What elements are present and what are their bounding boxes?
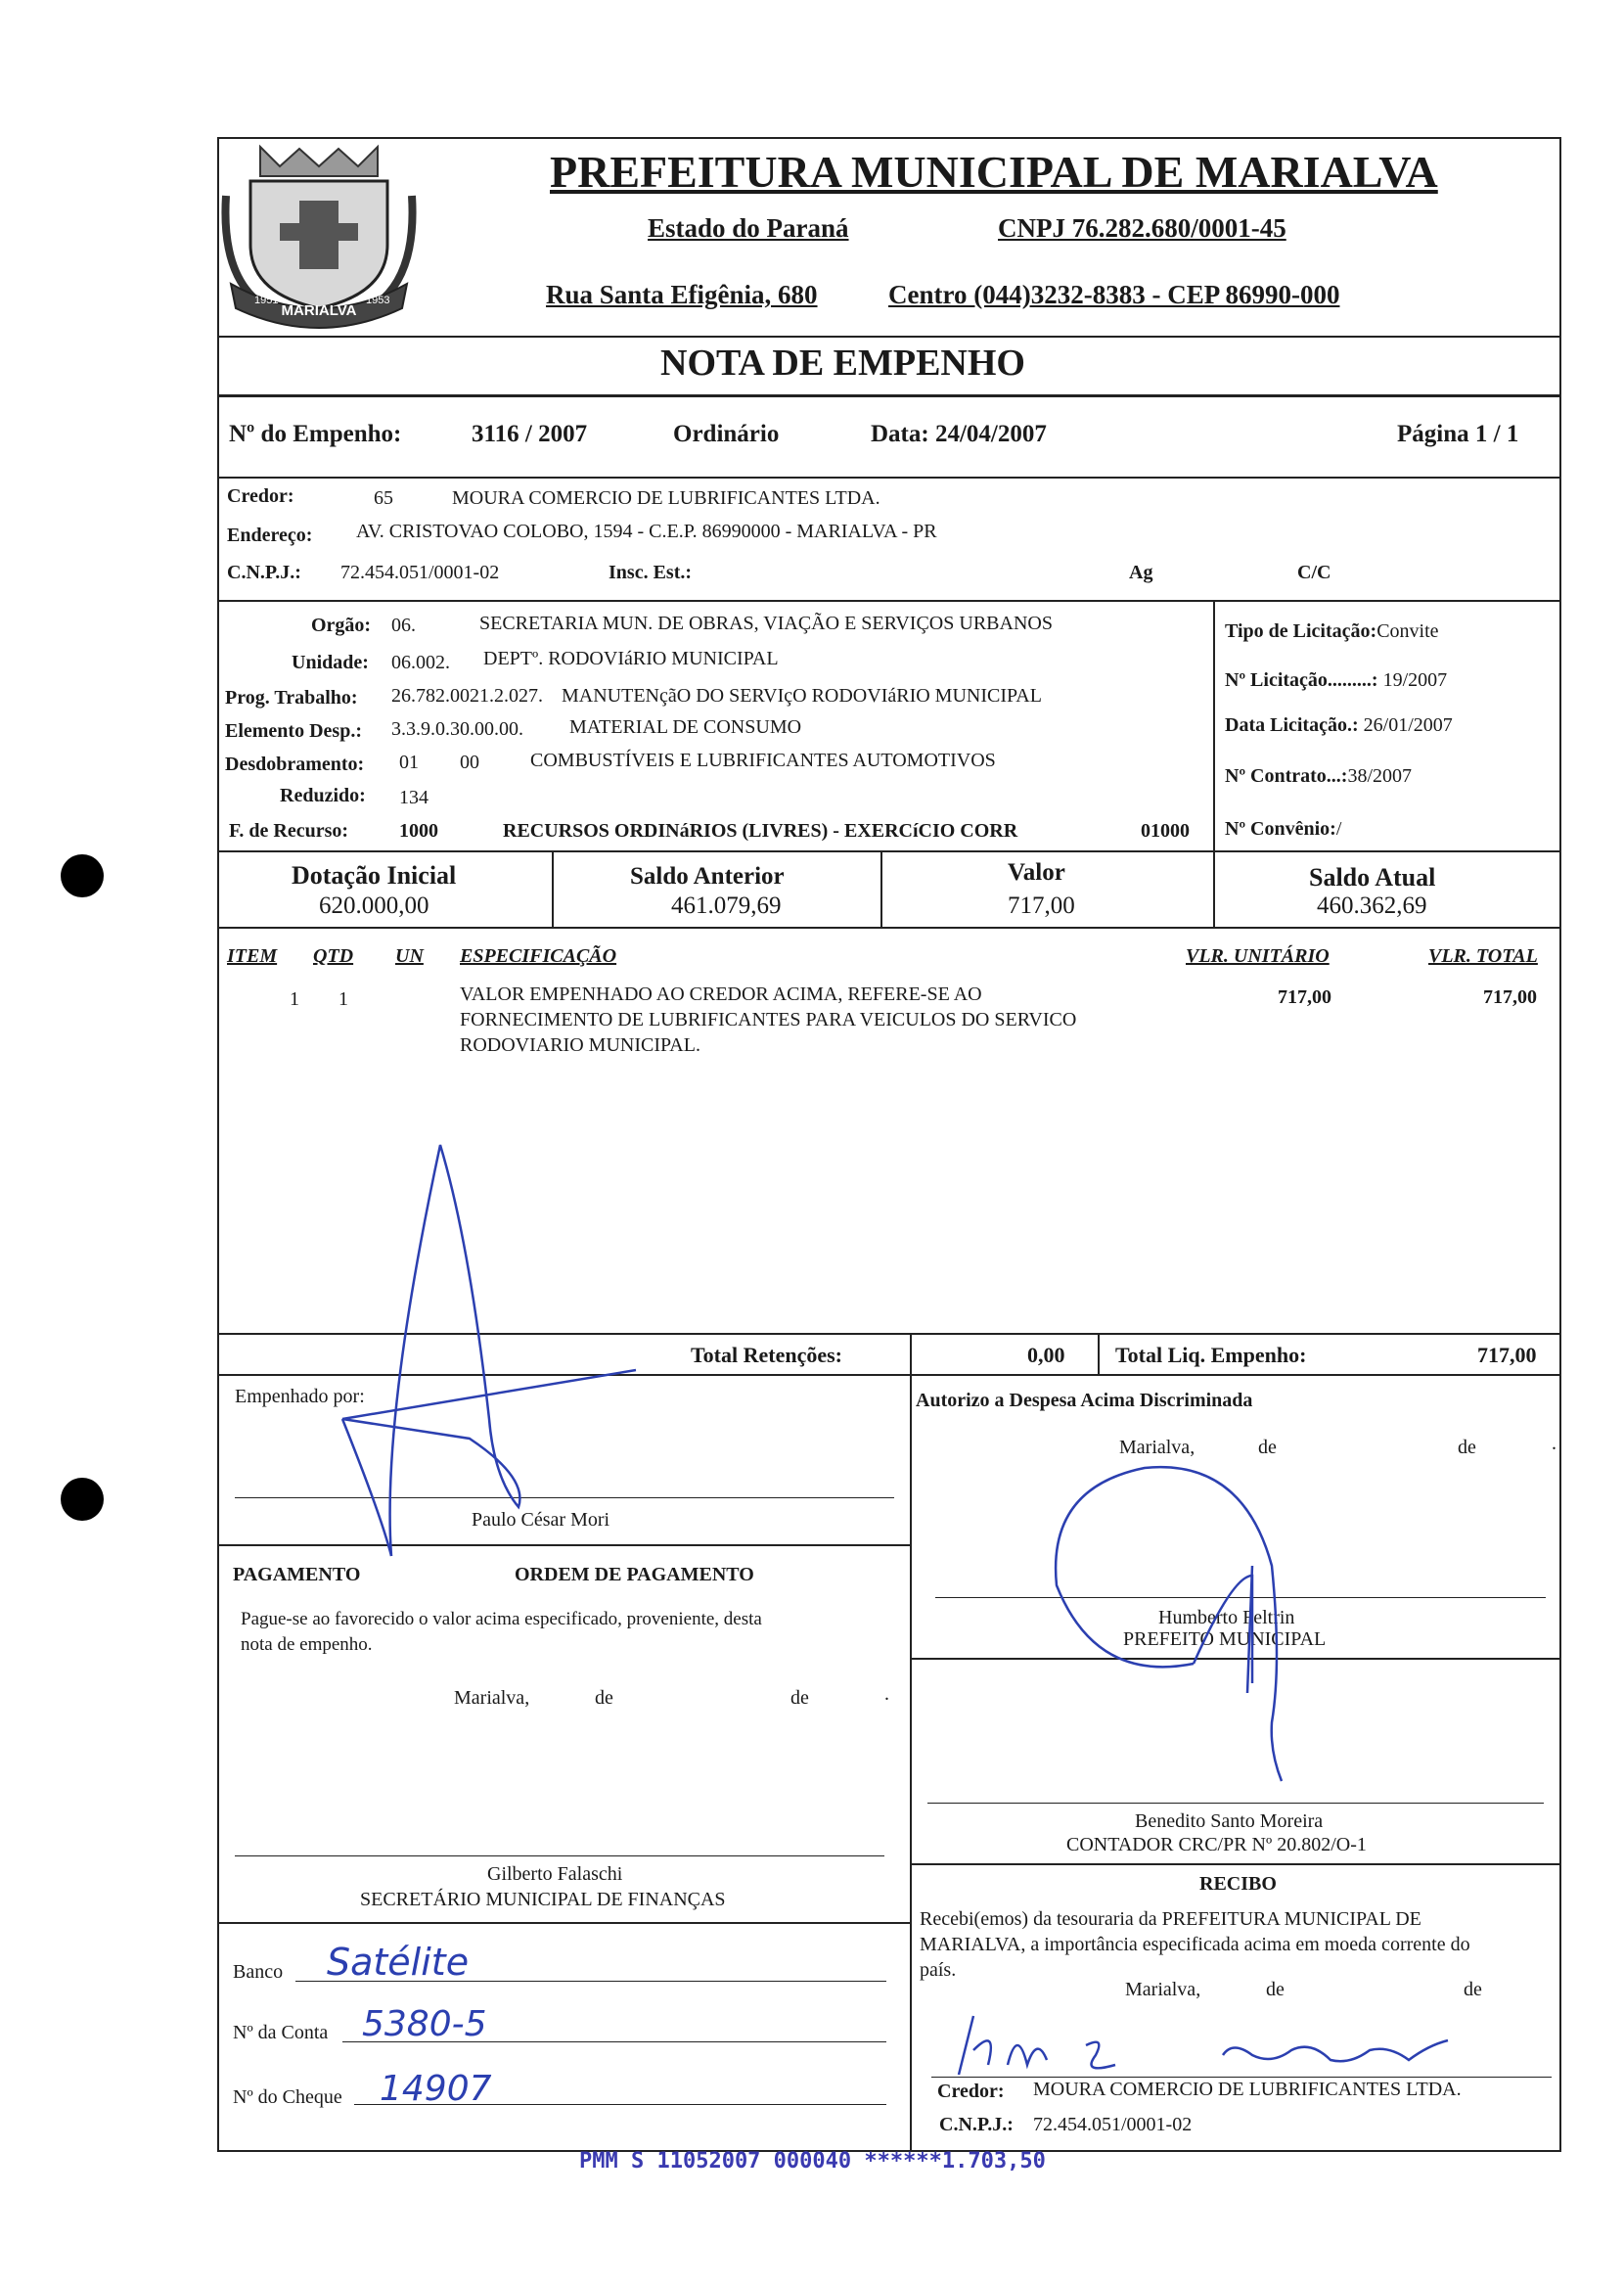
numero-licitacao-label: Nº Licitação.........: 19/2007 bbox=[1225, 669, 1448, 691]
header-title: PREFEITURA MUNICIPAL DE MARIALVA bbox=[550, 147, 1438, 197]
recurso-extra: 01000 bbox=[1141, 820, 1190, 842]
recibo-cnpj-label: C.N.P.J.: bbox=[939, 2114, 1014, 2135]
dotacao-label: Dotação Inicial bbox=[292, 861, 457, 890]
recibo-title: RECIBO bbox=[1199, 1873, 1277, 1895]
signature-credor bbox=[939, 2006, 1487, 2084]
right-de1: de bbox=[1258, 1437, 1277, 1458]
item-total-value: 717,00 bbox=[1483, 986, 1537, 1008]
conta-label: Nº da Conta bbox=[233, 2022, 329, 2043]
convenio-value: / bbox=[1335, 818, 1342, 840]
left-dot: . bbox=[884, 1683, 889, 1705]
col-item: ITEM bbox=[227, 945, 278, 967]
cc-label: C/C bbox=[1297, 562, 1331, 583]
header-address: Rua Santa Efigênia, 680 bbox=[546, 280, 818, 309]
credor-address: AV. CRISTOVAO COLOBO, 1594 - C.E.P. 86990000 - MARIALVA - PR bbox=[356, 521, 937, 542]
prog-name: MANUTENçãO DO SERVIçO RODOVIáRIO MUNICIPAL bbox=[562, 685, 1042, 707]
left-de1: de bbox=[595, 1687, 613, 1709]
recibo-line3: país. bbox=[920, 1959, 957, 1981]
prefeito-name: Humberto Feltrin bbox=[1158, 1607, 1295, 1628]
tipo-licitacao-label: Tipo de Licitação:Convite bbox=[1225, 620, 1439, 642]
empenho-date: Data: 24/04/2007 bbox=[871, 421, 1047, 447]
desdob-label: Desdobramento: bbox=[225, 754, 365, 775]
signature-prefeito bbox=[1037, 1429, 1331, 1801]
conta-value: 5380-5 bbox=[362, 2004, 487, 2044]
empenho-page: Página 1 / 1 bbox=[1397, 421, 1519, 447]
saldo-anterior-label: Saldo Anterior bbox=[630, 863, 785, 890]
banco-value: Satélite bbox=[327, 1941, 470, 1984]
autorizo-label: Autorizo a Despesa Acima Discriminada bbox=[916, 1390, 1253, 1411]
footer-stamp: PMM S 11052007 000040 ******1.703,50 bbox=[579, 2149, 1046, 2174]
item-desc-line3: RODOVIARIO MUNICIPAL. bbox=[460, 1034, 700, 1056]
secretario-title: SECRETÁRIO MUNICIPAL DE FINANÇAS bbox=[360, 1889, 726, 1910]
desdob-code1: 01 bbox=[399, 752, 419, 773]
orgao-name: SECRETARIA MUN. DE OBRAS, VIAÇÃO E SERVIÇOS URBANOS bbox=[479, 613, 1053, 634]
col-un: UN bbox=[395, 945, 424, 967]
empenho-type: Ordinário bbox=[673, 421, 780, 447]
recurso-label: F. de Recurso: bbox=[229, 820, 349, 842]
pague-line2: nota de empenho. bbox=[241, 1634, 373, 1655]
ag-label: Ag bbox=[1129, 562, 1153, 583]
item-desc-line2: FORNECIMENTO DE LUBRIFICANTES PARA VEICULOS DO SERVICO bbox=[460, 1009, 1077, 1030]
dotacao-value: 620.000,00 bbox=[319, 892, 429, 919]
pague-line1: Pague-se ao favorecido o valor acima especificado, proveniente, desta bbox=[241, 1609, 762, 1629]
convenio-label: Nº Convênio:/ bbox=[1225, 818, 1342, 840]
banco-label: Banco bbox=[233, 1961, 284, 1983]
pagamento-label: PAGAMENTO bbox=[233, 1564, 361, 1585]
item-number: 1 bbox=[290, 988, 299, 1010]
document-title: NOTA DE EMPENHO bbox=[660, 343, 1025, 384]
orgao-code: 06. bbox=[391, 615, 416, 636]
contrato-value: 38/2007 bbox=[1347, 765, 1413, 787]
right-de2: de bbox=[1458, 1437, 1476, 1458]
recibo-line1: Recebi(emos) da tesouraria da PREFEITURA MUNICIPAL DE bbox=[920, 1908, 1421, 1930]
header-state: Estado do Paraná bbox=[648, 213, 849, 243]
retencoes-value: 0,00 bbox=[1027, 1343, 1065, 1367]
retencoes-label: Total Retenções: bbox=[691, 1343, 842, 1367]
punch-hole-top bbox=[61, 854, 104, 897]
prog-code: 26.782.0021.2.027. bbox=[391, 685, 543, 707]
tipo-licitacao-value: Convite bbox=[1376, 620, 1439, 642]
desdob-name: COMBUSTÍVEIS E LUBRIFICANTES AUTOMOTIVOS bbox=[530, 750, 996, 771]
recibo-line2: MARIALVA, a importância especificada acima em moeda corrente do bbox=[920, 1934, 1470, 1955]
orgao-label: Orgão: bbox=[311, 615, 372, 636]
cheque-label: Nº do Cheque bbox=[233, 2086, 342, 2108]
crest-banner-text: MARIALVA bbox=[281, 302, 357, 319]
left-marialva: Marialva, bbox=[454, 1687, 530, 1709]
right-dot: . bbox=[1552, 1433, 1556, 1454]
credor-code: 65 bbox=[374, 487, 393, 509]
empenhado-name: Paulo César Mori bbox=[472, 1509, 610, 1531]
elemento-name: MATERIAL DE CONSUMO bbox=[569, 716, 802, 738]
item-desc-line1: VALOR EMPENHADO AO CREDOR ACIMA, REFERE-SE AO bbox=[460, 984, 982, 1005]
punch-hole-bottom bbox=[61, 1478, 104, 1521]
liq-empenho-value: 717,00 bbox=[1477, 1343, 1537, 1367]
recurso-code: 1000 bbox=[399, 820, 438, 842]
contador-name: Benedito Santo Moreira bbox=[1135, 1810, 1324, 1832]
elemento-label: Elemento Desp.: bbox=[225, 720, 362, 742]
left-de2: de bbox=[790, 1687, 809, 1709]
empenho-label: Nº do Empenho: bbox=[229, 421, 402, 447]
contador-title: CONTADOR CRC/PR Nº 20.802/O-1 bbox=[1066, 1834, 1367, 1855]
credor-cnpj: 72.454.051/0001-02 bbox=[340, 562, 500, 583]
col-unit: VLR. UNITÁRIO bbox=[1186, 945, 1330, 967]
elemento-code: 3.3.9.0.30.00.00. bbox=[391, 718, 523, 740]
signature-empenhado bbox=[323, 1125, 655, 1585]
saldo-anterior-value: 461.079,69 bbox=[671, 892, 782, 919]
contrato-label: Nº Contrato...:38/2007 bbox=[1225, 765, 1413, 787]
crest-year-right: 1953 bbox=[366, 295, 390, 306]
saldo-atual-label: Saldo Atual bbox=[1309, 863, 1436, 892]
credor-name: MOURA COMERCIO DE LUBRIFICANTES LTDA. bbox=[452, 487, 880, 509]
empenhado-label: Empenhado por: bbox=[235, 1386, 365, 1407]
desdob-code2: 00 bbox=[460, 752, 479, 773]
recibo-cnpj: 72.454.051/0001-02 bbox=[1033, 2114, 1193, 2135]
liq-empenho-label: Total Liq. Empenho: bbox=[1115, 1343, 1307, 1367]
header-contact: Centro (044)3232-8383 - CEP 86990-000 bbox=[888, 280, 1340, 309]
item-qtd: 1 bbox=[338, 988, 348, 1010]
right-marialva: Marialva, bbox=[1119, 1437, 1195, 1458]
prog-label: Prog. Trabalho: bbox=[225, 687, 358, 709]
cheque-value: 14907 bbox=[380, 2069, 492, 2109]
recurso-name: RECURSOS ORDINáRIOS (LIVRES) - EXERCíCIO CORR bbox=[503, 820, 1018, 842]
recibo-credor-name: MOURA COMERCIO DE LUBRIFICANTES LTDA. bbox=[1033, 2079, 1462, 2100]
reduzido-value: 134 bbox=[399, 787, 429, 808]
recibo-marialva: Marialva, bbox=[1125, 1979, 1201, 2000]
ordem-pagamento-label: ORDEM DE PAGAMENTO bbox=[515, 1564, 754, 1585]
secretario-name: Gilberto Falaschi bbox=[487, 1863, 623, 1885]
insc-label: Insc. Est.: bbox=[609, 562, 693, 583]
recibo-de1: de bbox=[1266, 1979, 1285, 2000]
col-espec: ESPECIFICAÇÃO bbox=[460, 945, 617, 967]
saldo-atual-value: 460.362,69 bbox=[1317, 892, 1427, 919]
valor-value: 717,00 bbox=[1008, 892, 1075, 919]
data-licitacao-label: Data Licitação.: 26/01/2007 bbox=[1225, 714, 1453, 736]
reduzido-label: Reduzido: bbox=[280, 785, 366, 806]
numero-licitacao-value: 19/2007 bbox=[1382, 669, 1448, 691]
unidade-code: 06.002. bbox=[391, 652, 450, 673]
recibo-credor-label: Credor: bbox=[937, 2081, 1005, 2102]
col-total: VLR. TOTAL bbox=[1428, 945, 1538, 967]
unidade-name: DEPTº. RODOVIáRIO MUNICIPAL bbox=[483, 648, 779, 669]
empenho-number: 3116 / 2007 bbox=[472, 421, 588, 447]
col-qtd: QTD bbox=[313, 945, 354, 967]
valor-label: Valor bbox=[1008, 859, 1065, 886]
unidade-label: Unidade: bbox=[292, 652, 369, 673]
cnpj-label: C.N.P.J.: bbox=[227, 562, 301, 583]
address-label: Endereço: bbox=[227, 525, 313, 546]
crest-year-left: 1951 bbox=[254, 295, 279, 306]
municipal-crest-icon bbox=[221, 137, 417, 333]
recibo-de2: de bbox=[1464, 1979, 1482, 2000]
data-licitacao-value: 26/01/2007 bbox=[1363, 714, 1453, 736]
header-cnpj: CNPJ 76.282.680/0001-45 bbox=[998, 213, 1286, 243]
credor-label: Credor: bbox=[227, 485, 294, 507]
item-unit-value: 717,00 bbox=[1278, 986, 1331, 1008]
prefeito-title: PREFEITO MUNICIPAL bbox=[1123, 1628, 1327, 1650]
